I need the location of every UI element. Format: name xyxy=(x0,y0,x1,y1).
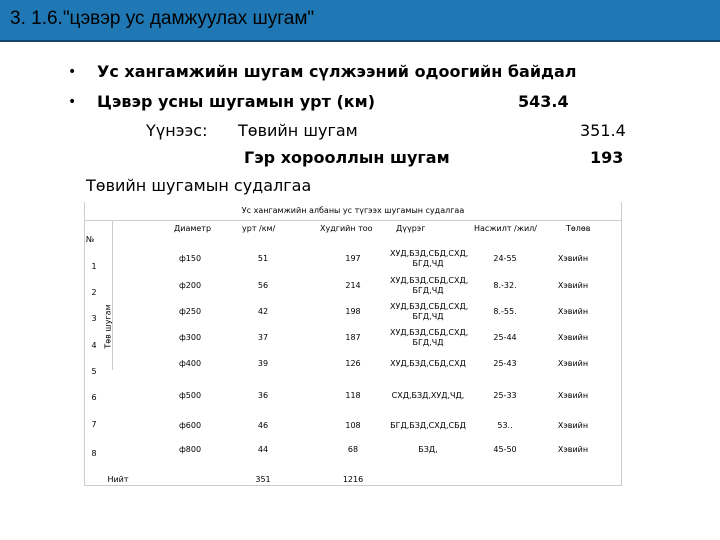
cell-age: 25-44 xyxy=(493,333,517,342)
row-number: 8 xyxy=(91,449,97,458)
cell-district: ХУД,БЗД,СБД,СХД, БГД,ЧД xyxy=(390,249,469,268)
row-number: 5 xyxy=(91,367,97,376)
bullet-dot-icon: • xyxy=(68,64,77,80)
pipe-survey-table xyxy=(84,202,622,487)
cell-length: 39 xyxy=(257,359,269,368)
grid-line xyxy=(621,202,622,486)
cell-length: 42 xyxy=(257,307,269,316)
cell-district: ХУД,БЗД,СБД,СХД, БГД,ЧД xyxy=(390,328,469,347)
cell-wells: 197 xyxy=(345,254,361,263)
cell-diameter: ф400 xyxy=(178,359,202,368)
cell-status: Хэвийн xyxy=(557,307,589,316)
ger-district-line-label: Гэр хорооллын шугам xyxy=(244,148,450,167)
pipe-length-value: 543.4 xyxy=(518,92,569,111)
cell-wells: 198 xyxy=(345,307,361,316)
row-number: 3 xyxy=(91,314,97,323)
cell-age: 45-50 xyxy=(493,445,517,454)
row-number: 1 xyxy=(91,262,97,271)
central-line-label: Төвийн шугам xyxy=(238,121,358,140)
slide-title-bar xyxy=(0,0,720,42)
cell-length: 37 xyxy=(257,333,269,342)
cell-length: 56 xyxy=(257,281,269,290)
cell-diameter: ф200 xyxy=(178,281,202,290)
total-length: 351 xyxy=(255,475,271,484)
cell-status: Хэвийн xyxy=(557,281,589,290)
cell-wells: 187 xyxy=(345,333,361,342)
table-heading: Төвийн шугамын судалгаа xyxy=(86,176,312,195)
cell-age: 25-43 xyxy=(493,359,517,368)
cell-status: Хэвийн xyxy=(557,391,589,400)
table-caption: Ус хангамжийн албаны ус түгээх шугамын судалгаа xyxy=(241,206,465,215)
cell-age: 24-55 xyxy=(493,254,517,263)
cell-status: Хэвийн xyxy=(557,359,589,368)
cell-diameter: ф600 xyxy=(178,421,202,430)
cell-length: 46 xyxy=(257,421,269,430)
cell-district: ХУД,БЗД,СБД,СХД xyxy=(390,359,466,368)
source-label: Үүнээс: xyxy=(146,121,208,140)
col-header-length: урт /км/ xyxy=(242,224,276,233)
cell-wells: 214 xyxy=(345,281,361,290)
bullet-pipe-length: Цэвэр усны шугамын урт (км) xyxy=(97,92,376,111)
cell-district: ХУД,БЗД,СБД,СХД, БГД,ЧД xyxy=(390,302,469,321)
col-header-diameter: Диаметр xyxy=(174,224,212,233)
cell-length: 36 xyxy=(257,391,269,400)
grid-line xyxy=(84,485,622,486)
col-group-central-line: Төв шугам xyxy=(103,304,113,349)
total-wells: 1216 xyxy=(342,475,364,484)
grid-line xyxy=(84,220,622,221)
cell-age: 25-33 xyxy=(493,391,517,400)
cell-diameter: ф150 xyxy=(178,254,202,263)
row-number: 7 xyxy=(91,420,97,429)
col-header-age: Насжилт /жил/ xyxy=(474,224,537,233)
row-number: 2 xyxy=(91,288,97,297)
cell-age: 8.-55. xyxy=(493,307,517,316)
col-header-status: Төлөв xyxy=(566,224,591,233)
cell-status: Хэвийн xyxy=(557,445,589,454)
row-number: 4 xyxy=(91,341,97,350)
cell-wells: 118 xyxy=(345,391,361,400)
cell-diameter: ф800 xyxy=(178,445,202,454)
bullet-network-status: Ус хангамжийн шугам сүлжээний одоогийн байдал xyxy=(97,62,577,81)
col-header-wells: Худгийн тоо xyxy=(320,224,373,233)
cell-district: ХУД,БЗД,СБД,СХД, БГД,ЧД xyxy=(390,276,469,295)
cell-status: Хэвийн xyxy=(557,333,589,342)
cell-status: Хэвийн xyxy=(557,254,589,263)
cell-length: 51 xyxy=(257,254,269,263)
cell-district: СХД,БЗД,ХУД,ЧД, xyxy=(391,391,465,400)
col-header-district: Дүүрэг xyxy=(396,224,426,233)
central-line-value: 351.4 xyxy=(580,121,626,140)
cell-status: Хэвийн xyxy=(557,421,589,430)
slide-title: 3. 1.6."цэвэр ус дамжуулах шугам" xyxy=(10,8,315,29)
cell-district: БГД,БЗД,СХД,СБД xyxy=(390,421,466,430)
cell-wells: 126 xyxy=(345,359,361,368)
bullet-dot-icon: • xyxy=(68,94,77,110)
cell-diameter: ф500 xyxy=(178,391,202,400)
cell-wells: 68 xyxy=(347,445,359,454)
cell-wells: 108 xyxy=(345,421,361,430)
cell-diameter: ф250 xyxy=(178,307,202,316)
ger-district-line-value: 193 xyxy=(590,148,624,167)
col-number-header: № xyxy=(85,235,95,244)
cell-age: 53.. xyxy=(497,421,513,430)
total-label: Нийт xyxy=(107,475,129,484)
cell-age: 8.-32. xyxy=(493,281,517,290)
cell-length: 44 xyxy=(257,445,269,454)
row-number: 6 xyxy=(91,393,97,402)
cell-district: БЗД, xyxy=(418,445,438,454)
cell-diameter: ф300 xyxy=(178,333,202,342)
